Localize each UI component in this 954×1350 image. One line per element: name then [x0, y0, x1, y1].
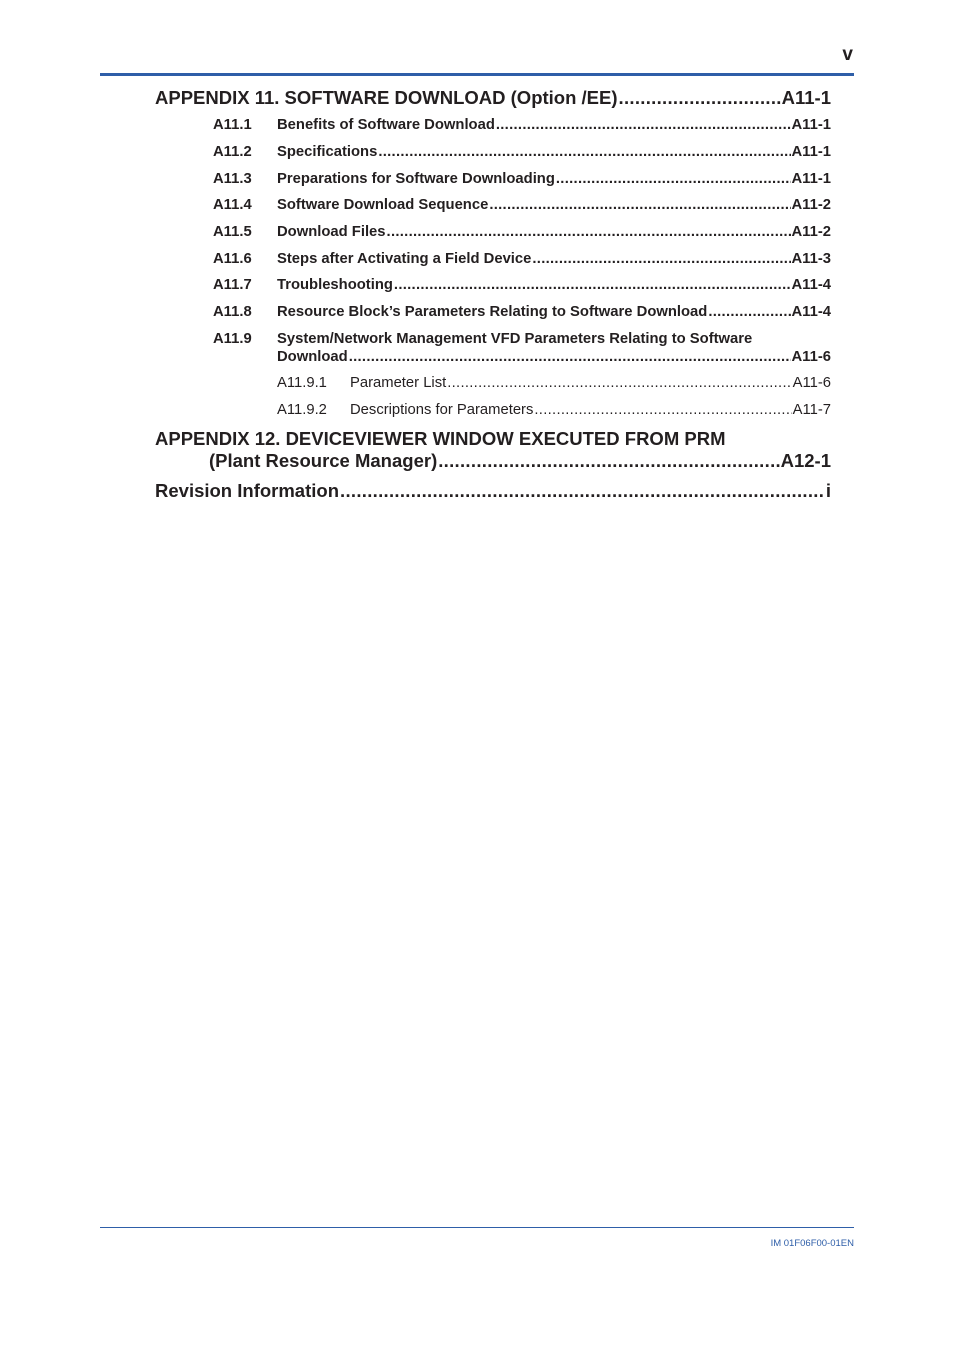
page-number: v	[842, 44, 853, 65]
toc-title: Download Files	[277, 224, 386, 240]
toc-number: A11.9.2	[277, 402, 327, 418]
toc-title: Parameter List	[350, 375, 447, 391]
toc-number: A11.9	[213, 331, 252, 347]
leader-dots	[489, 197, 790, 213]
toc-title: APPENDIX 12. DEVICEVIEWER WINDOW EXECUTED FROM PRM	[155, 428, 726, 449]
toc-number: A11.3	[213, 171, 252, 187]
toc-page: A11-4	[791, 304, 831, 320]
toc-title: System/Network Management VFD Parameters Relating to Software	[277, 331, 753, 347]
toc-page: A11-1	[791, 144, 831, 160]
toc-number: A11.5	[213, 224, 252, 240]
leader-dots	[349, 349, 791, 365]
toc-number: A11.9.1	[277, 375, 327, 391]
toc-title: Troubleshooting	[277, 277, 393, 293]
leader-dots	[708, 304, 790, 320]
document-id: IM 01F06F00-01EN	[770, 1238, 854, 1249]
leader-dots	[556, 171, 791, 187]
toc-title: Steps after Activating a Field Device	[277, 251, 532, 267]
toc-title: Software Download Sequence	[277, 197, 489, 213]
toc-title: (Plant Resource Manager)	[209, 450, 438, 471]
toc-title: APPENDIX 11. SOFTWARE DOWNLOAD (Option /EE)	[155, 87, 618, 108]
toc-page: A11-6	[791, 349, 831, 365]
toc-item[interactable]	[213, 224, 831, 240]
toc-item[interactable]	[213, 331, 831, 347]
toc-page: i	[825, 480, 831, 501]
leader-dots	[534, 402, 791, 418]
toc-item[interactable]	[213, 197, 831, 213]
toc-item[interactable]	[213, 251, 831, 267]
leader-dots	[619, 87, 781, 109]
toc-appendix-11[interactable]	[155, 87, 831, 109]
leader-dots	[394, 277, 791, 293]
toc-title: Resource Block’s Parameters Relating to Software Download	[277, 304, 708, 320]
toc-page: A11-1	[781, 87, 831, 108]
toc-appendix-12[interactable]	[155, 428, 831, 450]
toc-number: A11.1	[213, 117, 252, 133]
leader-dots	[387, 224, 791, 240]
toc-item[interactable]	[213, 277, 831, 293]
leader-dots	[378, 144, 790, 160]
toc-number: A11.7	[213, 277, 252, 293]
leader-dots	[496, 117, 791, 133]
toc-page: A11-7	[792, 402, 831, 418]
toc-item[interactable]	[213, 304, 831, 320]
footer-rule	[100, 1227, 854, 1228]
toc-item[interactable]	[213, 171, 831, 187]
toc-title: Benefits of Software Download	[277, 117, 495, 133]
toc-page: A11-3	[791, 251, 831, 267]
toc-item[interactable]	[213, 144, 831, 160]
toc-item-continuation[interactable]	[277, 349, 831, 365]
toc-page: A11-1	[791, 171, 831, 187]
toc-title: Download	[277, 349, 348, 365]
toc-appendix-12-continuation[interactable]	[209, 450, 831, 472]
leader-dots	[447, 375, 791, 391]
leader-dots	[340, 480, 825, 502]
toc-page: A11-2	[791, 224, 831, 240]
toc-page: A11-2	[791, 197, 831, 213]
toc-number: A11.4	[213, 197, 252, 213]
toc-title: Descriptions for Parameters	[350, 402, 534, 418]
toc-item[interactable]	[213, 117, 831, 133]
toc-number: A11.8	[213, 304, 252, 320]
toc-subitem[interactable]	[277, 402, 831, 418]
toc-title: Specifications	[277, 144, 378, 160]
toc-page: A11-1	[791, 117, 831, 133]
toc-page: A11-4	[791, 277, 831, 293]
leader-dots	[438, 450, 779, 472]
toc-subitem[interactable]	[277, 375, 831, 391]
leader-dots	[532, 251, 790, 267]
toc-title: Revision Information	[155, 480, 339, 501]
toc-number: A11.6	[213, 251, 252, 267]
toc-page: A12-1	[780, 450, 831, 471]
header-rule	[100, 73, 854, 76]
toc-page: A11-6	[792, 375, 831, 391]
toc-revision-information[interactable]	[155, 480, 831, 502]
toc-number: A11.2	[213, 144, 252, 160]
toc-title: Preparations for Software Downloading	[277, 171, 555, 187]
